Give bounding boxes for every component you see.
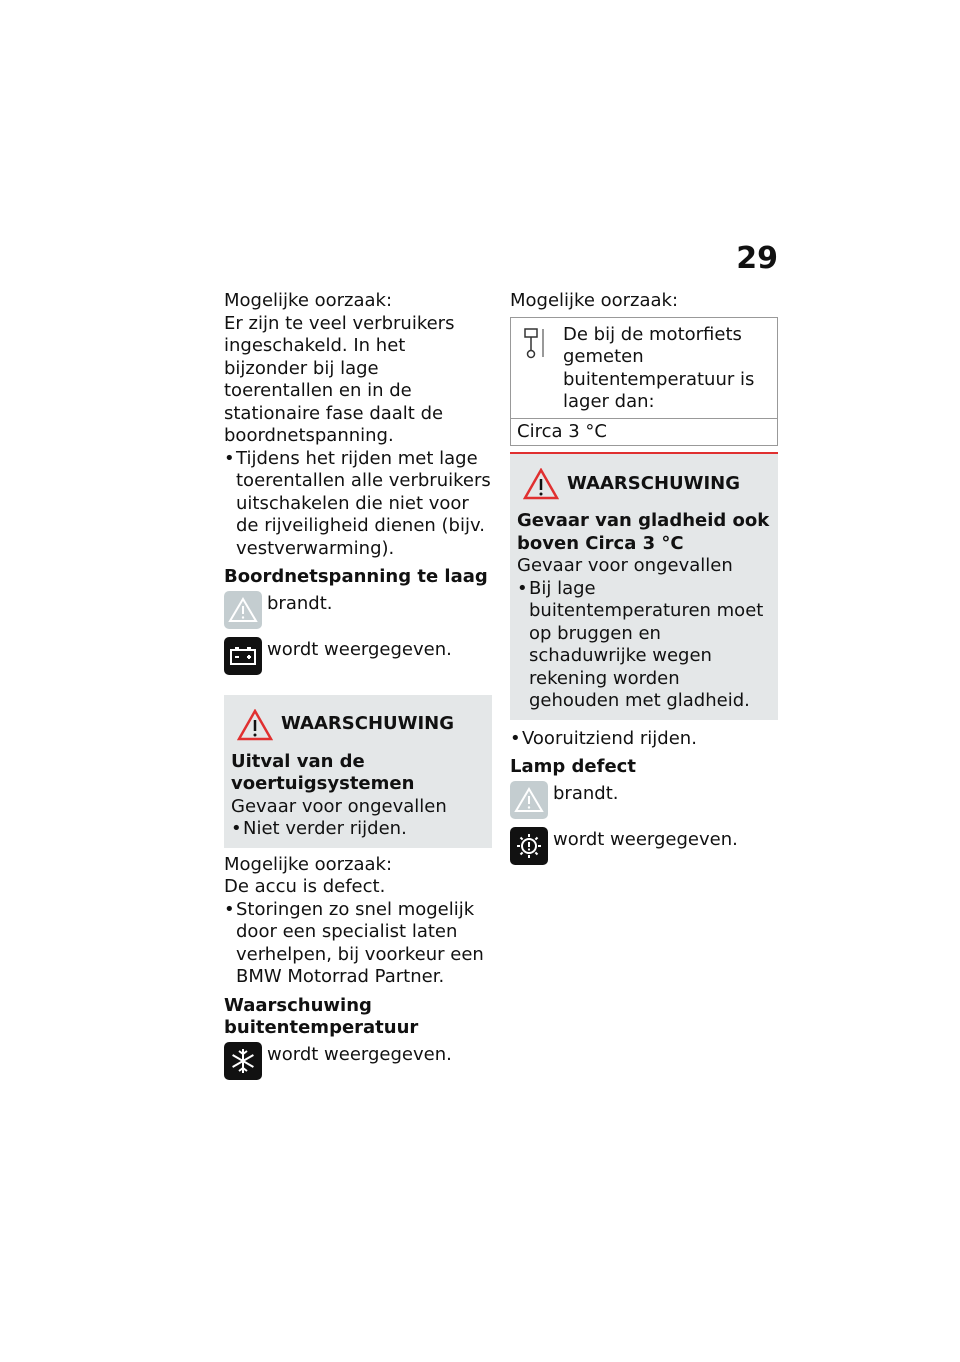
list-item: • Bij lage buitentemperaturen moet op bruggen en schaduwrijke wegen rekening worden gehouden met gladheid. xyxy=(517,578,771,713)
cause-label: Mogelijke oorzaak: xyxy=(510,290,679,311)
warning-triangle-icon xyxy=(523,468,559,500)
section-heading-temperature: Waarschuwing buitentemperatuur xyxy=(224,994,419,1038)
list-item: • Tijdens het rijden met lage toerentallen alle verbruikers uitschakelen die niet voor de rijveiligheid dienen (bijv. vestverwarming). xyxy=(224,448,492,561)
icon-row-general-warning xyxy=(224,591,492,629)
temperature-table xyxy=(510,317,778,447)
icon-caption: wordt weergegeven. xyxy=(267,638,452,660)
list-item: • Vooruitziend rijden. xyxy=(510,728,778,751)
icon-caption: brandt. xyxy=(267,592,333,614)
thermometer-icon xyxy=(523,326,547,360)
icon-row-general-warning xyxy=(510,781,778,819)
bullet-list xyxy=(224,448,492,561)
bullet-list xyxy=(517,578,771,713)
section-heading-lamp: Lamp defect xyxy=(510,756,636,777)
list-item: • Storingen zo snel mogelijk door een specialist laten verhelpen, bij voorkeur een BMW Motorrad Partner. xyxy=(224,899,492,989)
left-column xyxy=(224,290,492,1080)
list-item: • Niet verder rijden. xyxy=(231,818,485,841)
icon-row-lamp xyxy=(510,827,778,865)
general-warning-icon xyxy=(224,591,262,629)
general-warning-icon xyxy=(510,781,548,819)
battery-icon xyxy=(224,637,262,675)
bullet-list xyxy=(224,899,492,989)
warning-text: Gevaar voor ongevallen xyxy=(517,555,733,576)
cause-label: Mogelijke oorzaak: xyxy=(224,853,393,875)
page-number: 29 xyxy=(736,241,778,276)
warning-text: Gevaar voor ongevallen xyxy=(231,795,447,817)
snowflake-icon xyxy=(224,1042,262,1080)
warning-title: WAARSCHUWING xyxy=(281,713,455,735)
table-row xyxy=(511,318,777,419)
warning-box xyxy=(224,695,492,848)
icon-caption: wordt weergegeven. xyxy=(553,828,738,850)
bullet-list xyxy=(231,818,485,841)
icon-caption: brandt. xyxy=(553,782,619,804)
warning-header xyxy=(517,464,771,504)
warning-title: WAARSCHUWING xyxy=(567,472,741,494)
warning-triangle-icon xyxy=(237,709,273,741)
icon-caption: wordt weergegeven. xyxy=(267,1043,452,1065)
icon-row-frost xyxy=(224,1042,492,1080)
section-heading-voltage: Boordnetspanning te laag xyxy=(224,566,488,587)
table-text: De bij de motorfiets gemeten buitentemperatuur is lager dan: xyxy=(563,323,755,412)
bullet-list xyxy=(510,728,778,751)
warning-box xyxy=(510,452,778,720)
table-row xyxy=(511,419,777,446)
cause-label: Mogelijke oorzaak: xyxy=(224,290,393,311)
warning-subtitle: Uitval van de voertuigsystemen xyxy=(231,750,415,794)
cause-text: Er zijn te veel verbruikers ingeschakeld. In het bijzonder bij lage toerentallen en in de stationaire fase daalt de boordnetspanning. xyxy=(224,312,455,446)
icon-row-battery xyxy=(224,637,492,675)
right-column xyxy=(510,290,778,865)
warning-header xyxy=(231,705,485,745)
table-value: Circa 3 °C xyxy=(517,420,607,442)
warning-subtitle: Gevaar van gladheid ook boven Circa 3 °C xyxy=(517,510,770,554)
lamp-defect-icon xyxy=(510,827,548,865)
cause-text: De accu is defect. xyxy=(224,876,386,897)
